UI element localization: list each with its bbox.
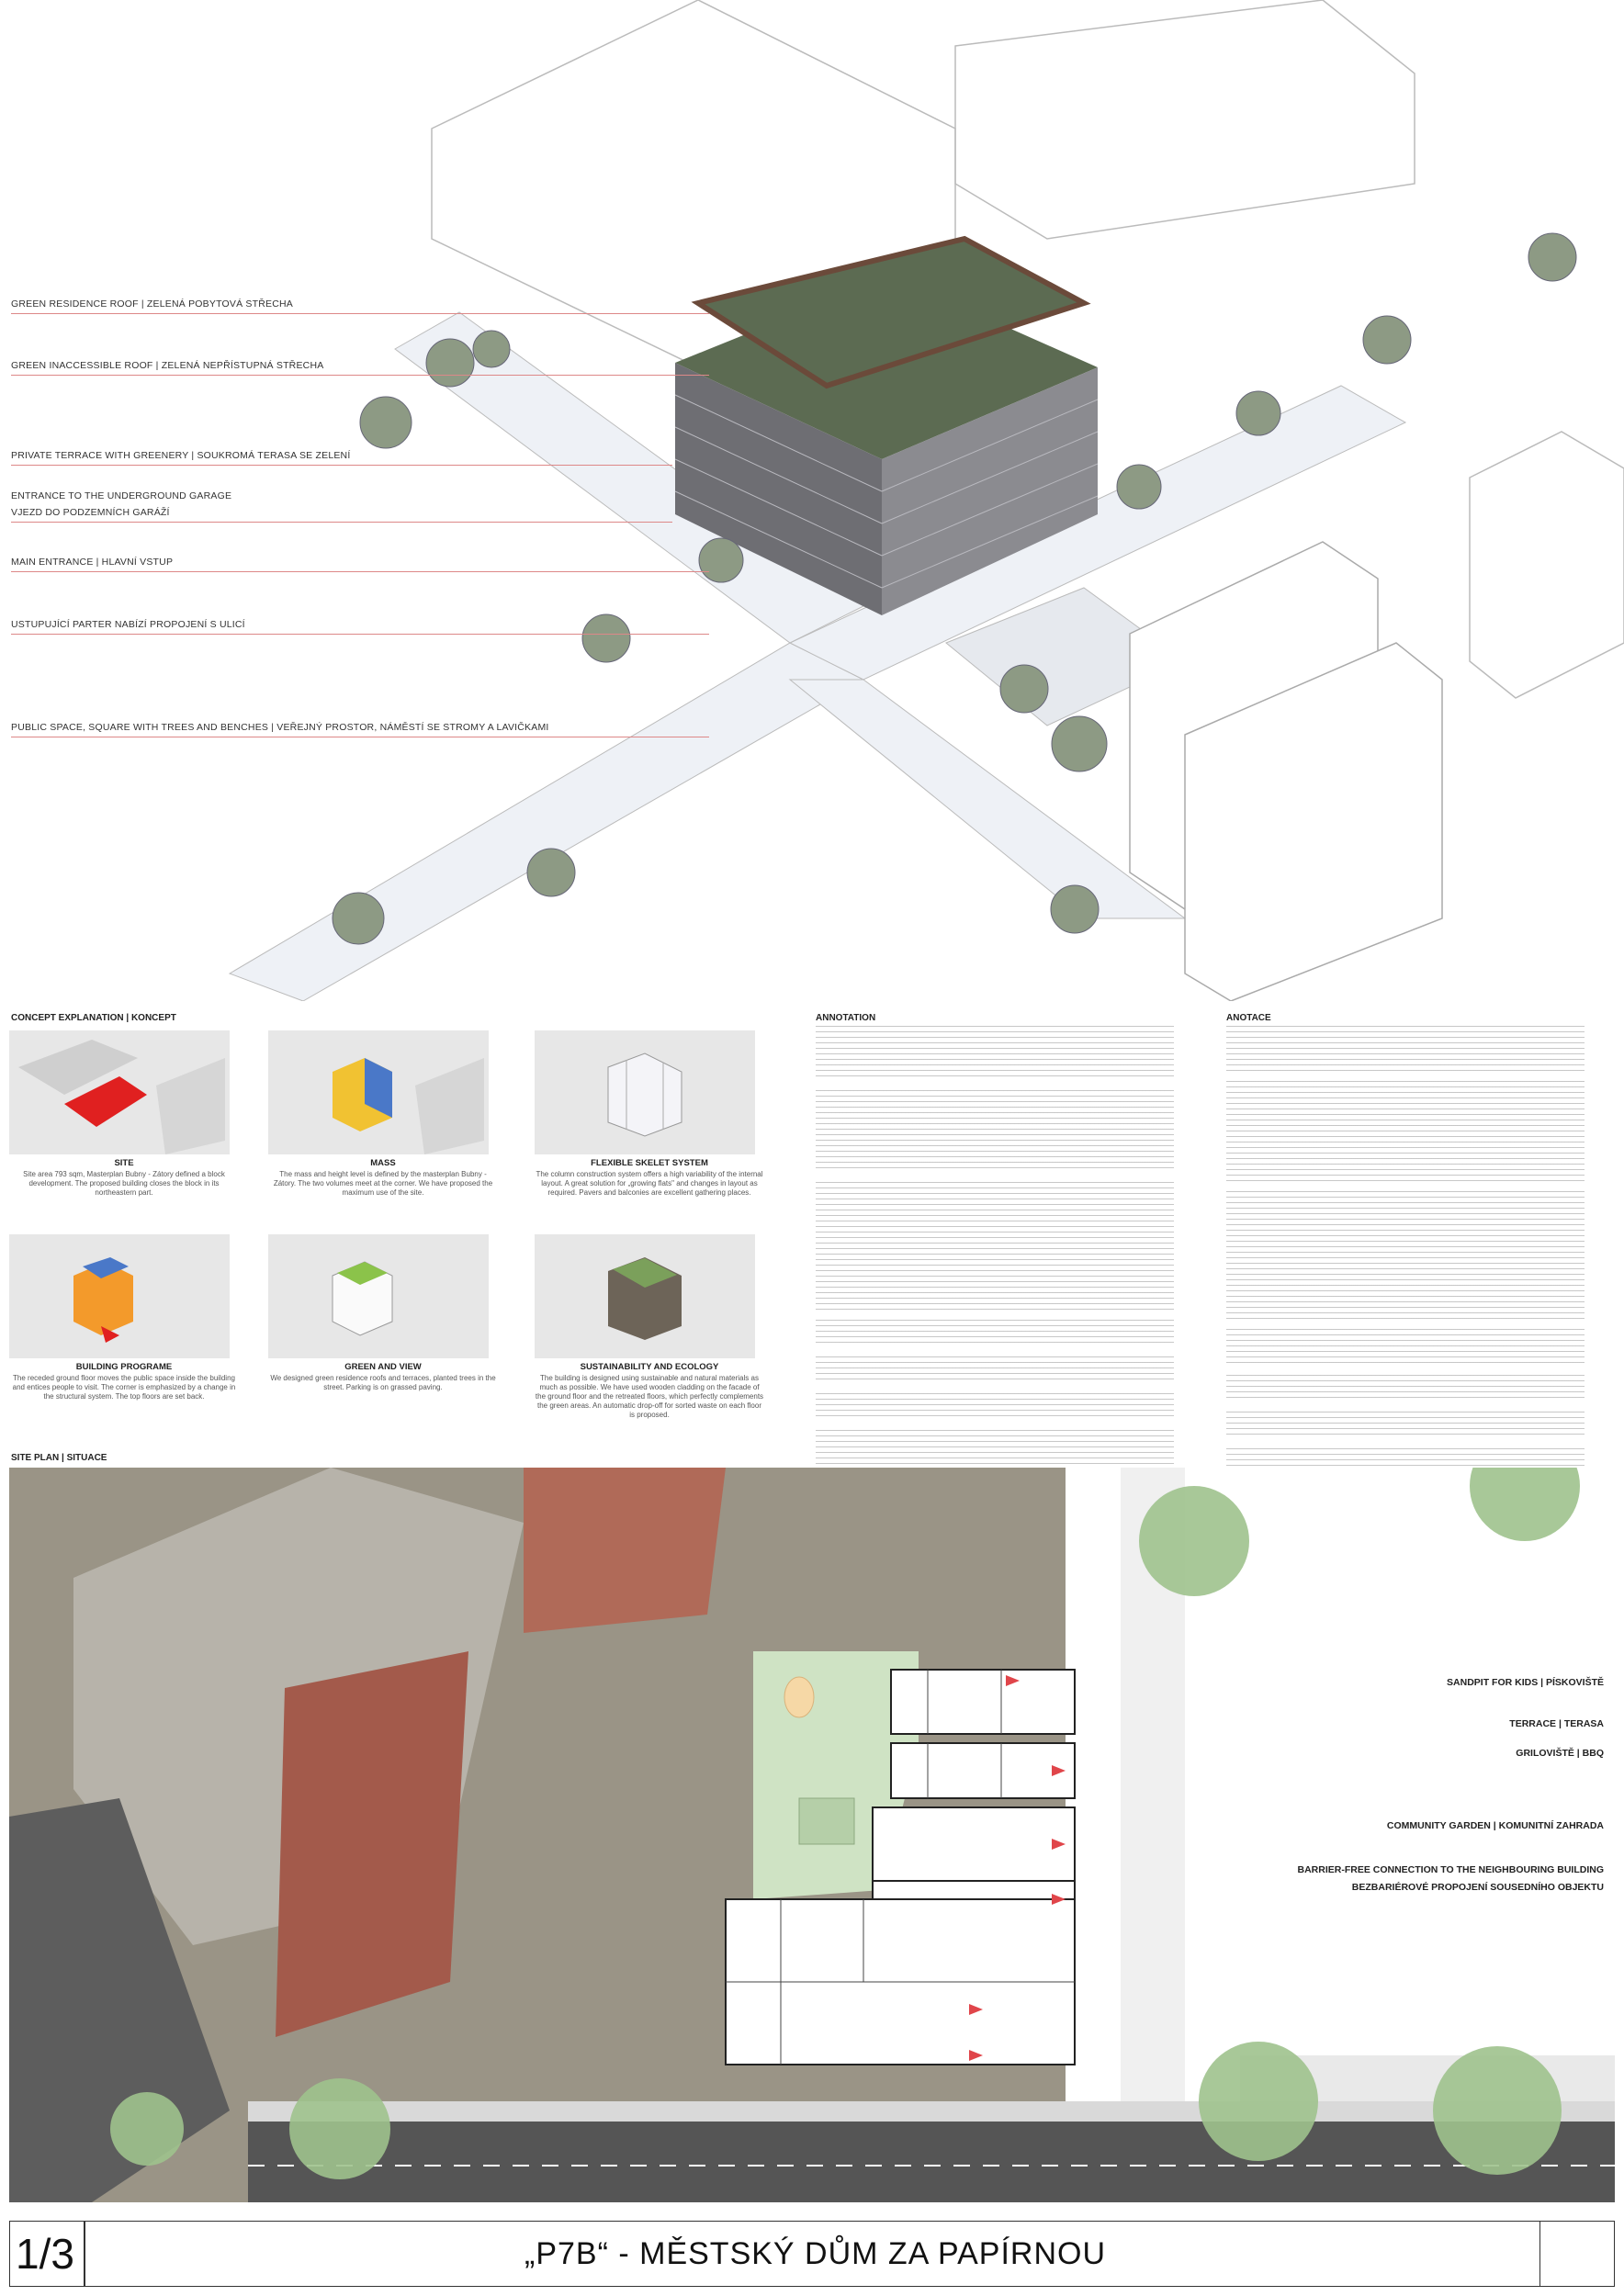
- annotation-en-p3: [816, 1182, 1174, 1311]
- concept-skeleton-title: FLEXIBLE SKELET SYSTEM: [591, 1158, 708, 1168]
- concept-green-text: We designed green residence roofs and terraces, planted trees in the street. Parking is on grassed paving.: [270, 1374, 496, 1391]
- concept-mass: [268, 1030, 498, 1198]
- callout-garage-entrance-cz: VJEZD DO PODZEMNÍCH GARÁŽÍ: [11, 507, 170, 518]
- annotation-cz: [1226, 1013, 1585, 1485]
- concept-site-image: [9, 1030, 230, 1154]
- concept-sustainability-image: [535, 1234, 755, 1358]
- concept-mass-image: [268, 1030, 489, 1154]
- site-plan-drawing: [9, 1468, 1615, 2202]
- annotation-cz-p5: [1226, 1375, 1585, 1402]
- label-sandpit: SANDPIT FOR KIDS | PÍSKOVIŠTĚ: [1447, 1677, 1604, 1688]
- label-terrace: TERRACE | TERASA: [1509, 1718, 1604, 1729]
- annotation-en-p1: [816, 1026, 1174, 1081]
- annotation-en-p2: [816, 1090, 1174, 1173]
- concept-programe: [9, 1234, 239, 1401]
- annotation-cz-p2: [1226, 1081, 1585, 1182]
- footer: [9, 2221, 1615, 2287]
- site-plan-heading: SITE PLAN | SITUACE: [11, 1453, 107, 1463]
- footer-divider-right: [1539, 2222, 1541, 2286]
- concept-skeleton-text: The column construction system offers a high variability of the internal layout. A great solution for „growing flats" and changes in layout as required. Pavers and balconies are excellent gathering places.: [536, 1170, 763, 1197]
- concept-skeleton-image: [535, 1030, 755, 1154]
- label-barrier-free: BARRIER-FREE CONNECTION TO THE NEIGHBOURING BUILDING: [1297, 1864, 1604, 1875]
- concept-grid: [9, 1030, 799, 1462]
- concept-site-text: Site area 793 sqm, Masterplan Bubny - Zátory defined a block development. The proposed building closes the block in its northeastern part.: [23, 1170, 225, 1197]
- annotation-en: [816, 1013, 1174, 1467]
- callout-main-entrance: MAIN ENTRANCE | HLAVNÍ VSTUP: [11, 557, 173, 568]
- footer-divider-left: [84, 2222, 85, 2286]
- concept-programe-title: BUILDING PROGRAME: [75, 1362, 173, 1372]
- concept-programe-image: [9, 1234, 230, 1358]
- concept-skeleton: [535, 1030, 764, 1198]
- axonometric-drawing: [0, 0, 1624, 1001]
- callout-receding-parter: USTUPUJÍCÍ PARTER NABÍZÍ PROPOJENÍ S ULICÍ: [11, 619, 245, 630]
- label-barrier-free-cz: BEZBARIÉROVÉ PROPOJENÍ SOUSEDNÍHO OBJEKTU: [1351, 1882, 1604, 1893]
- callout-green-residence-roof: GREEN RESIDENCE ROOF | ZELENÁ POBYTOVÁ STŘECHA: [11, 298, 293, 310]
- concept-programe-text: The receded ground floor moves the public space inside the building and entices people to visit. The corner is emphasized by a change in the structural system. The top floors are set back.: [12, 1374, 236, 1401]
- annotation-en-heading: ANNOTATION: [816, 1013, 876, 1023]
- concept-green: [268, 1234, 498, 1392]
- concept-heading: CONCEPT EXPLANATION | KONCEPT: [11, 1013, 176, 1023]
- concept-green-image: [268, 1234, 489, 1358]
- label-bbq: GRILOVIŠTĚ | BBQ: [1516, 1748, 1604, 1759]
- concept-sustainability-text: The building is designed using sustainable and natural materials as much as possible. We have used wooden cladding on the facade of the ground floor and the retreated floors, which perfectly complements the green areas. An automatic drop-off for sorted waste on each floor is proposed.: [535, 1374, 764, 1419]
- sheet-number: 1/3: [16, 2230, 74, 2278]
- annotation-en-p7: [816, 1430, 1174, 1467]
- concept-sustainability: [535, 1234, 764, 1420]
- site-plan: [9, 1468, 1615, 2202]
- callout-green-inaccessible-roof: GREEN INACCESSIBLE ROOF | ZELENÁ NEPŘÍSTUPNÁ STŘECHA: [11, 360, 323, 371]
- annotation-cz-p3: [1226, 1191, 1585, 1320]
- annotation-en-p4: [816, 1320, 1174, 1347]
- concept-mass-text: The mass and height level is defined by the masterplan Bubny - Zátory. The two volumes meet at the corner. We have proposed the maximum use of the site.: [273, 1170, 493, 1197]
- callout-public-space: PUBLIC SPACE, SQUARE WITH TREES AND BENCHES | VEŘEJNÝ PROSTOR, NÁMĚSTÍ SE STROMY A LAVIČKAMI: [11, 722, 549, 733]
- sheet-title: „P7B“ - MĚSTSKÝ DŮM ZA PAPÍRNOU: [524, 2236, 1107, 2271]
- annotation-en-p6: [816, 1393, 1174, 1421]
- callout-garage-entrance: ENTRANCE TO THE UNDERGROUND GARAGE: [11, 490, 232, 501]
- annotation-cz-heading: ANOTACE: [1226, 1013, 1271, 1023]
- concept-green-title: GREEN AND VIEW: [344, 1362, 422, 1372]
- concept-sustainability-title: SUSTAINABILITY AND ECOLOGY: [580, 1362, 719, 1372]
- concept-site-title: SITE: [114, 1158, 134, 1168]
- annotation-cz-p4: [1226, 1329, 1585, 1366]
- axonometric-view: [0, 0, 1624, 1001]
- annotation-en-p5: [816, 1356, 1174, 1384]
- concept-mass-title: MASS: [370, 1158, 396, 1168]
- annotation-cz-p6: [1226, 1412, 1585, 1439]
- concept-site: [9, 1030, 239, 1198]
- annotation-cz-p1: [1226, 1026, 1585, 1072]
- callout-private-terrace: PRIVATE TERRACE WITH GREENERY | SOUKROMÁ TERASA SE ZELENÍ: [11, 450, 350, 461]
- label-community-garden: COMMUNITY GARDEN | KOMUNITNÍ ZAHRADA: [1386, 1820, 1604, 1831]
